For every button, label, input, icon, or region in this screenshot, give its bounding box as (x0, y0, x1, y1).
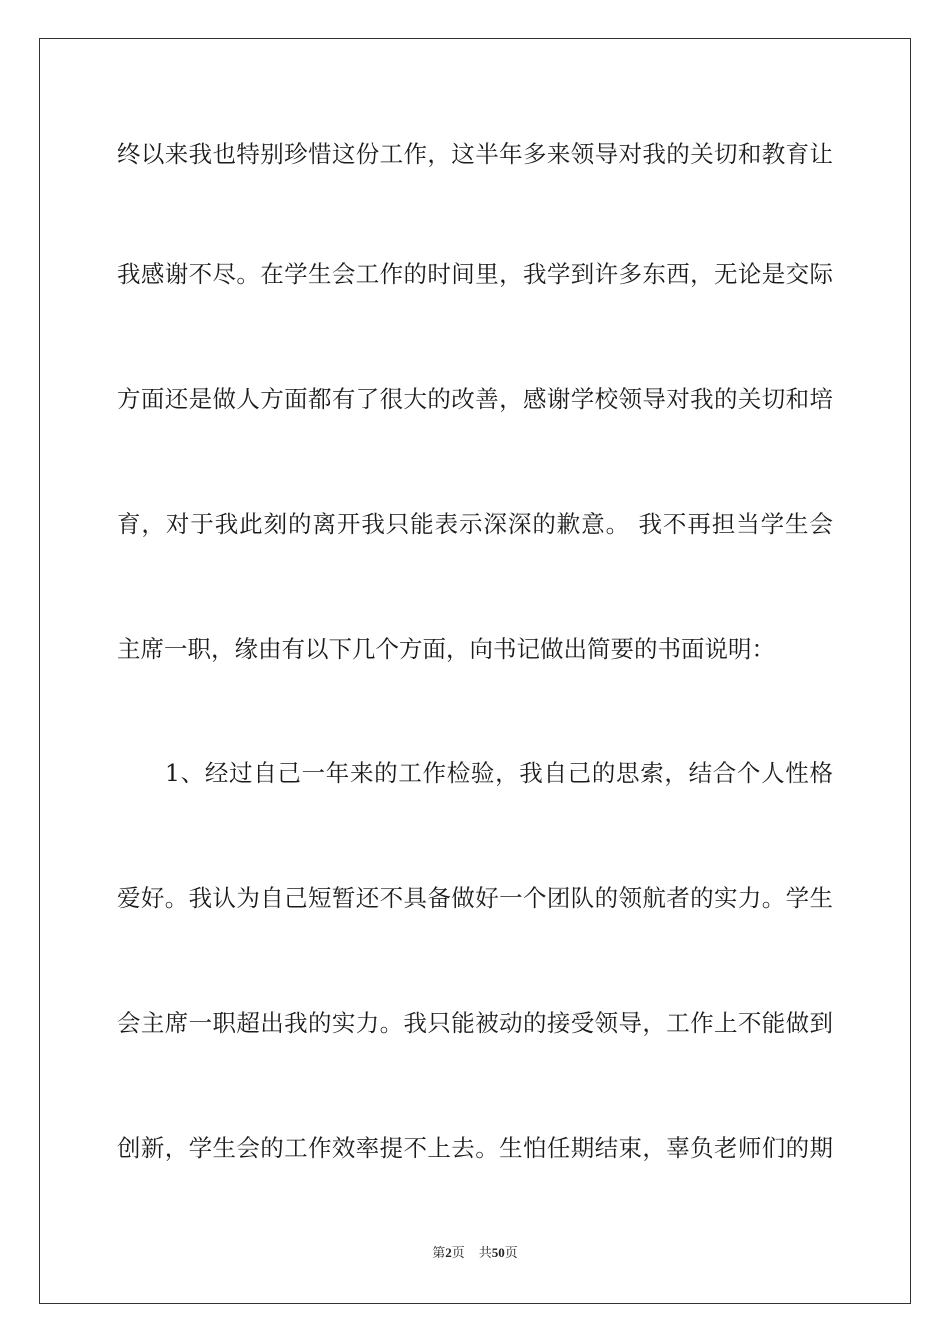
body-line-7: 爱好。我认为自己短暂还不具备做好一个团队的领航者的实力。学生 (117, 884, 833, 912)
page-suffix: 页 (451, 1246, 465, 1261)
body-line-1: 终以来我也特别珍惜这份工作，这半年多来领导对我的关切和教育让 (117, 140, 833, 168)
page-prefix: 第 (432, 1246, 446, 1261)
total-pages: 50 (491, 1245, 505, 1260)
body-line-5: 主席一职，缘由有以下几个方面，向书记做出简要的书面说明： (117, 635, 775, 663)
body-line-2: 我感谢不尽。在学生会工作的时间里，我学到许多东西，无论是交际 (117, 260, 833, 288)
total-suffix: 页 (504, 1246, 518, 1261)
page-number: 2 (445, 1245, 452, 1260)
page-border (39, 38, 911, 1304)
body-line-3: 方面还是做人方面都有了很大的改善，感谢学校领导对我的关切和培 (117, 385, 833, 413)
total-prefix: 共 (478, 1246, 492, 1261)
body-line-6: 1、经过自己一年来的工作检验，我自己的思索，结合个人性格 (165, 759, 833, 787)
body-line-9: 创新，学生会的工作效率提不上去。生怕任期结束，辜负老师们的期 (117, 1134, 833, 1162)
page-footer (0, 1244, 950, 1263)
body-line-8: 会主席一职超出我的实力。我只能被动的接受领导，工作上不能做到 (117, 1009, 833, 1037)
body-line-4: 育，对于我此刻的离开我只能表示深深的歉意。 我不再担当学生会 (117, 510, 833, 538)
